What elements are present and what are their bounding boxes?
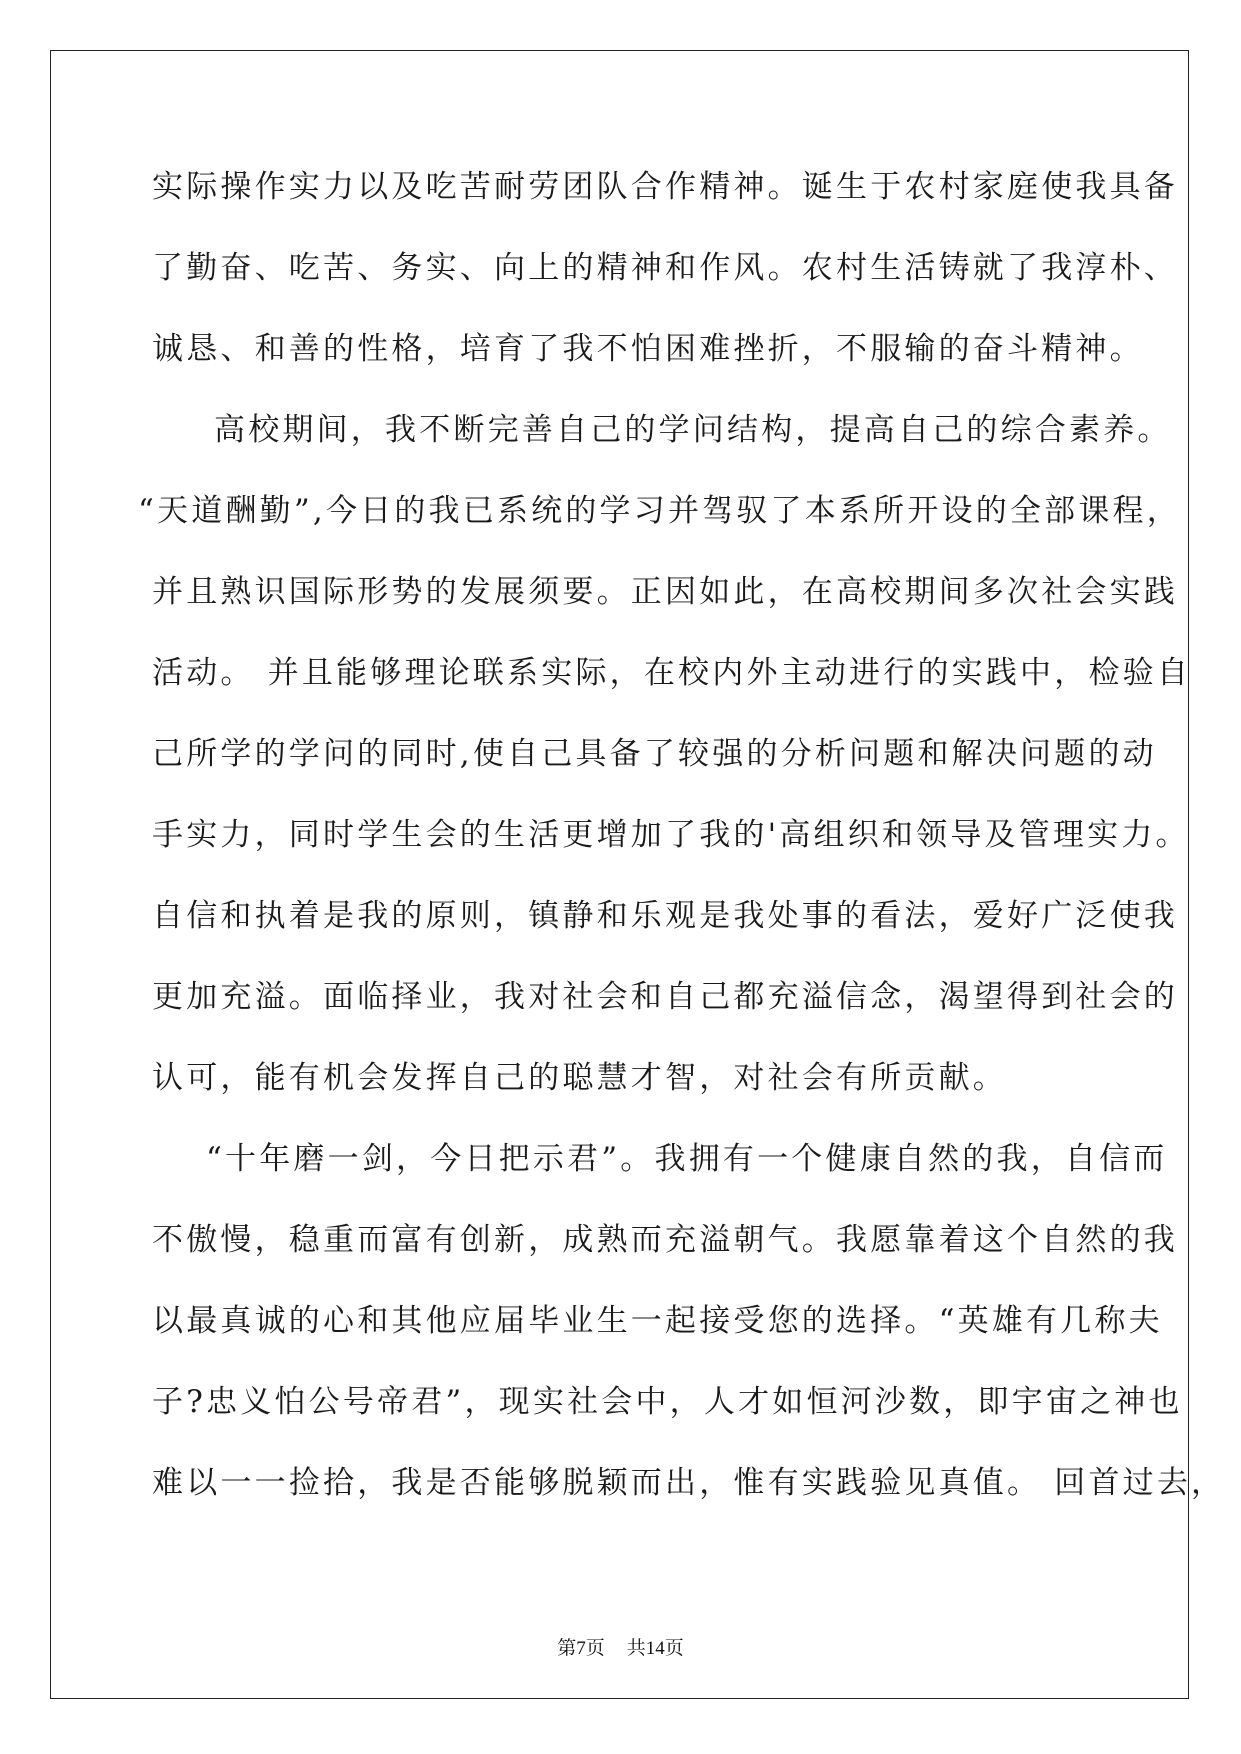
text-line: 实际操作实力以及吃苦耐劳团队合作精神。诞生于农村家庭使我具备 <box>152 169 1178 205</box>
text-line: 了勤奋、吃苦、务实、向上的精神和作风。农村生活铸就了我淳朴、 <box>152 250 1178 286</box>
text-line: 不傲慢，稳重而富有创新，成熟而充溢朝气。我愿靠着这个自然的我 <box>152 1222 1178 1258</box>
page-number-current: 第7页 <box>557 1638 605 1659</box>
text-line: “天道酬勤”,今日的我已系统的学习并驾驭了本系所开设的全部课程， <box>138 493 1181 529</box>
page-number-total: 共14页 <box>626 1638 684 1659</box>
text-line: 自信和执着是我的原则，镇静和乐观是我处事的看法，爱好广泛使我 <box>152 898 1178 934</box>
text-line: 己所学的学问的同时,使自己具备了较强的分析问题和解决问题的动 <box>152 736 1157 772</box>
text-line: 手实力，同时学生会的生活更增加了我的'高组织和领导及管理实力。 <box>152 817 1190 853</box>
text-line: 并且熟识国际形势的发展须要。正因如此，在高校期间多次社会实践 <box>152 574 1178 610</box>
paragraph-start-line: “十年磨一剑，今日把示君”。我拥有一个健康自然的我，自信而 <box>206 1141 1168 1177</box>
text-line: 难以一一捡拾，我是否能够脱颖而出，惟有实践验见真值。 回首过去， <box>152 1465 1226 1501</box>
text-line: 更加充溢。面临择业，我对社会和自己都充溢信念，渴望得到社会的 <box>152 979 1178 1015</box>
text-line: 诚恳、和善的性格，培育了我不怕困难挫折，不服输的奋斗精神。 <box>152 331 1144 367</box>
text-line: 以最真诚的心和其他应届毕业生一起接受您的选择。“英雄有几称夫 <box>152 1303 1163 1339</box>
document-body <box>138 160 1226 1537</box>
text-line: 子?忠义怕公号帝君”，现实社会中，人才如恒河沙数，即宇宙之神也 <box>152 1384 1183 1420</box>
page-footer <box>0 1633 1241 1660</box>
text-line: 认可，能有机会发挥自己的聪慧才智，对社会有所贡献。 <box>152 1060 1007 1096</box>
paragraph-start-line: 高校期间，我不断完善自己的学问结构，提高自己的综合素养。 <box>214 412 1172 448</box>
text-line: 活动。 并且能够理论联系实际，在校内外主动进行的实践中，检验自 <box>152 655 1192 691</box>
